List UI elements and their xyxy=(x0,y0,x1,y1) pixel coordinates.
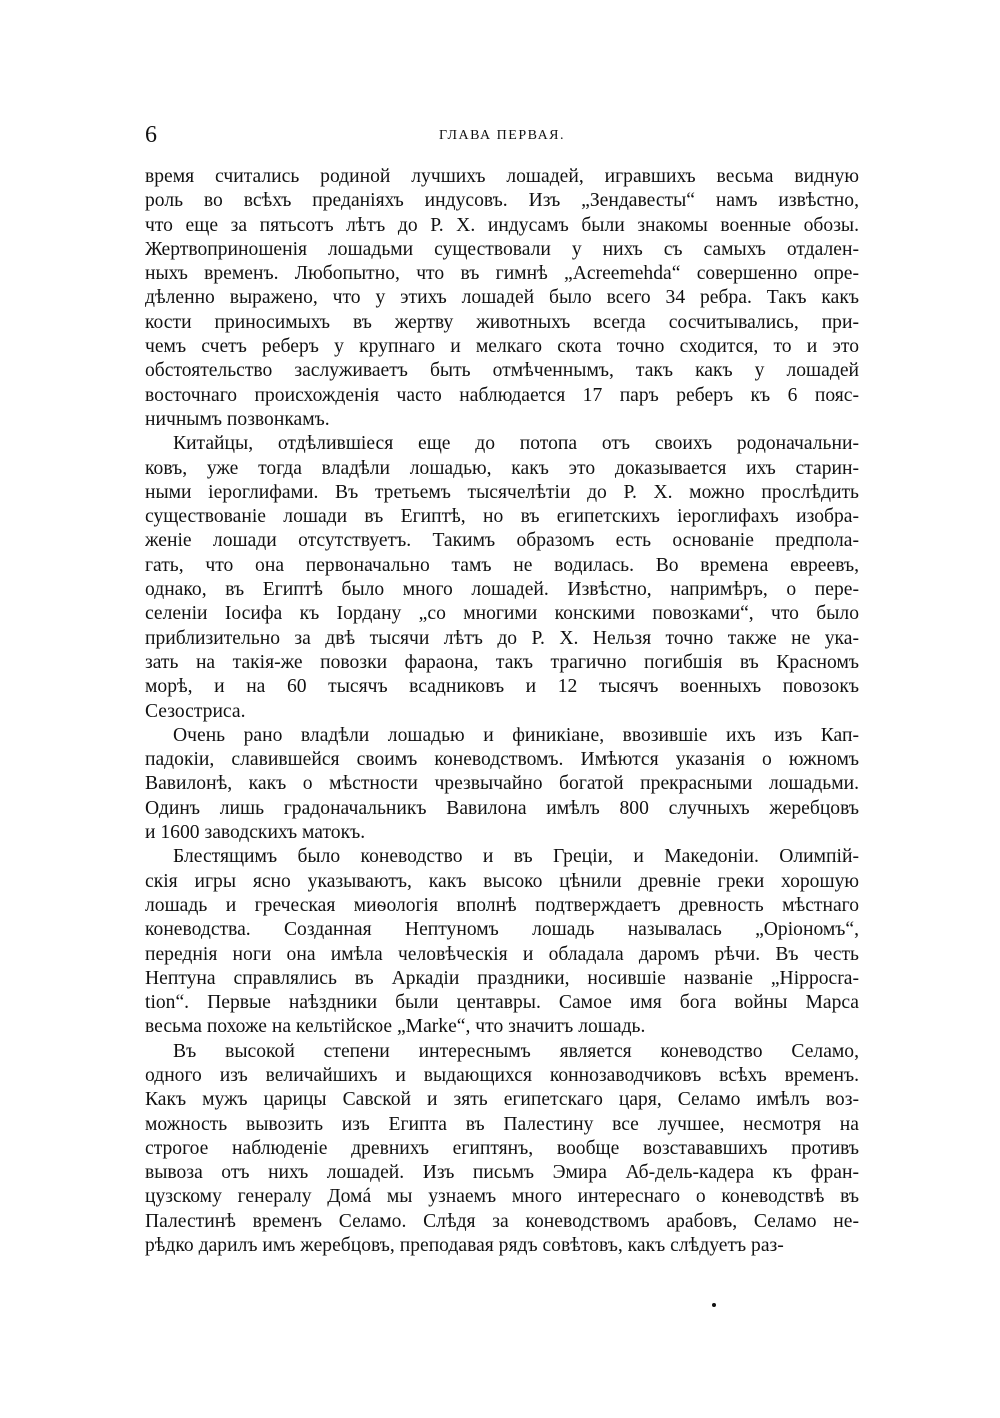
text-line: лошадь и греческая миѳологія вполнѣ подтверждаетъ древность мѣстнаго xyxy=(145,894,859,916)
body-text xyxy=(145,165,859,1258)
text-line: существованіе лошади въ Египтѣ, но въ египетскихъ іероглифахъ изобра- xyxy=(145,506,859,528)
text-line: зать на такія-же повозки фараона, такъ трагично погибшія въ Красномъ xyxy=(145,651,859,673)
text-line: ковъ, уже тогда владѣли лошадью, какъ это доказывается ихъ старин- xyxy=(145,457,859,479)
text-line: Сезостриса. xyxy=(145,700,246,722)
ink-speck xyxy=(712,1303,716,1307)
text-line: морѣ, и на 60 тысячъ всадниковъ и 12 тысячъ военныхъ повозокъ xyxy=(145,676,859,698)
text-line: падокіи, славившейся своимъ коневодствомъ. Имѣются указанія о южномъ xyxy=(145,749,859,771)
text-line: Какъ мужъ царицы Савской и зять египетскаго царя, Селамо имѣлъ воз- xyxy=(145,1089,859,1111)
text-line: ныхъ временъ. Любопытно, что въ гимнѣ „Acreemehda“ совершенно опре- xyxy=(145,263,859,285)
text-line: обстоятельство заслуживаетъ быть отмѣченнымъ, такъ какъ у лошадей xyxy=(145,360,859,382)
paragraph xyxy=(145,724,859,845)
paragraph xyxy=(145,845,859,1039)
text-line: Блестящимъ было коневодство и въ Греціи, и Македоніи. Олимпій- xyxy=(173,846,859,868)
running-head xyxy=(145,123,859,147)
page-number: 6 xyxy=(145,122,157,148)
text-line: переднія ноги она имѣла человѣческія и обладала даромъ рѣчи. Въ честь xyxy=(145,943,859,965)
paragraph xyxy=(145,165,859,432)
text-line: Одинъ лишь градоначальникъ Вавилона имѣлъ 800 случныхъ жеребцовъ xyxy=(145,797,859,819)
text-line: селеніи Іосифа къ Іордану „со многими конскими повозками“, что было xyxy=(145,603,859,625)
paragraph xyxy=(145,1040,859,1259)
text-line: tion“. Первые наѣздники были центавры. Самое имя бога войны Марса xyxy=(145,992,859,1014)
text-line: скія игры ясно указываютъ, какъ высоко цѣнили древніе греки хорошую xyxy=(145,870,859,892)
text-line: Очень рано владѣли лошадью и финикіане, ввозившіе ихъ изъ Кап- xyxy=(173,724,859,746)
text-line: Въ высокой степени интереснымъ является коневодство Селамо, xyxy=(173,1040,859,1062)
text-line: Китайцы, отдѣлившіеся еще до потопа отъ своихъ родоначальни- xyxy=(173,433,859,455)
text-line: приблизительно за двѣ тысячи лѣтъ до Р. Х. Нельзя точно также не ука- xyxy=(145,627,859,649)
text-line: можность вывозить изъ Египта въ Палестину все лучшее, несмотря на xyxy=(145,1113,859,1135)
text-line: однако, въ Египтѣ было много лошадей. Извѣстно, напримѣръ, о пере- xyxy=(145,579,859,601)
text-line: вывоза отъ нихъ лошадей. Изъ письмъ Эмира Аб-дель-кадера къ фран- xyxy=(145,1162,859,1184)
text-line: строгое наблюденіе древнихъ египтянъ, вообще возстававшихъ противъ xyxy=(145,1137,859,1159)
text-line: Жертвоприношенія лошадьми существовали у нихъ съ самыхъ отдален- xyxy=(145,238,859,260)
text-line: и 1600 заводскихъ матокъ. xyxy=(145,822,366,844)
text-line: гать, что она первоначально тамъ не водилась. Во времена евреевъ, xyxy=(145,554,859,576)
text-line: роль во всѣхъ преданіяхъ индусовъ. Изъ „Зендавесты“ намъ извѣстно, xyxy=(145,190,859,212)
text-line: ными іероглифами. Въ третьемъ тысячелѣтіи до Р. Х. можно прослѣдить xyxy=(145,481,859,503)
text-line: кости приносимыхъ въ жертву животныхъ всегда сосчитывались, при- xyxy=(145,311,859,333)
text-line: рѣдко дарилъ имъ жеребцовъ, преподавая рядъ совѣтовъ, какъ слѣдуетъ раз- xyxy=(145,1235,784,1257)
text-line: дѣленно выражено, что у этихъ лошадей было всего 34 ребра. Такъ какъ xyxy=(145,287,859,309)
text-line: одного изъ величайшихъ и выдающихся коннозаводчиковъ всѣхъ временъ. xyxy=(145,1064,859,1086)
text-line: время считались родиной лучшихъ лошадей, игравшихъ весьма видную xyxy=(145,166,859,187)
text-line: весьма похоже на кельтійское „Marke“, что значитъ лошадь. xyxy=(145,1016,646,1038)
text-line: Вавилонѣ, какъ о мѣстности чрезвычайно богатой прекрасными лошадьми. xyxy=(145,773,859,795)
text-line: чемъ счетъ реберъ у крупнаго и мелкаго скота точно сходится, то и это xyxy=(145,336,859,358)
chapter-title: ГЛАВА ПЕРВАЯ. xyxy=(438,128,566,143)
text-line: коневодства. Созданная Нептуномъ лошадь называлась „Оріономъ“, xyxy=(145,919,859,941)
paragraph xyxy=(145,432,859,724)
text-line: Палестинѣ временъ Селамо. Слѣдя за коневодствомъ арабовъ, Селамо не- xyxy=(145,1210,859,1232)
text-line: женіе лошади отсутствуетъ. Такимъ образомъ есть основаніе предпола- xyxy=(145,530,859,552)
text-line: ничнымъ позвонкамъ. xyxy=(145,408,330,430)
text-line: что еще за пятьсотъ лѣтъ до Р. Х. индусамъ были знакомы военные обозы. xyxy=(145,214,859,236)
text-line: Нептуна справлялись въ Аркадіи праздники, носившіе названіе „Hippocra- xyxy=(145,967,859,989)
text-line: цузскому генералу Домá мы узнаемъ много интереснаго о коневодствѣ въ xyxy=(145,1186,859,1208)
text-line: восточнаго происхожденія часто наблюдается 17 паръ реберъ къ 6 пояс- xyxy=(145,384,859,406)
